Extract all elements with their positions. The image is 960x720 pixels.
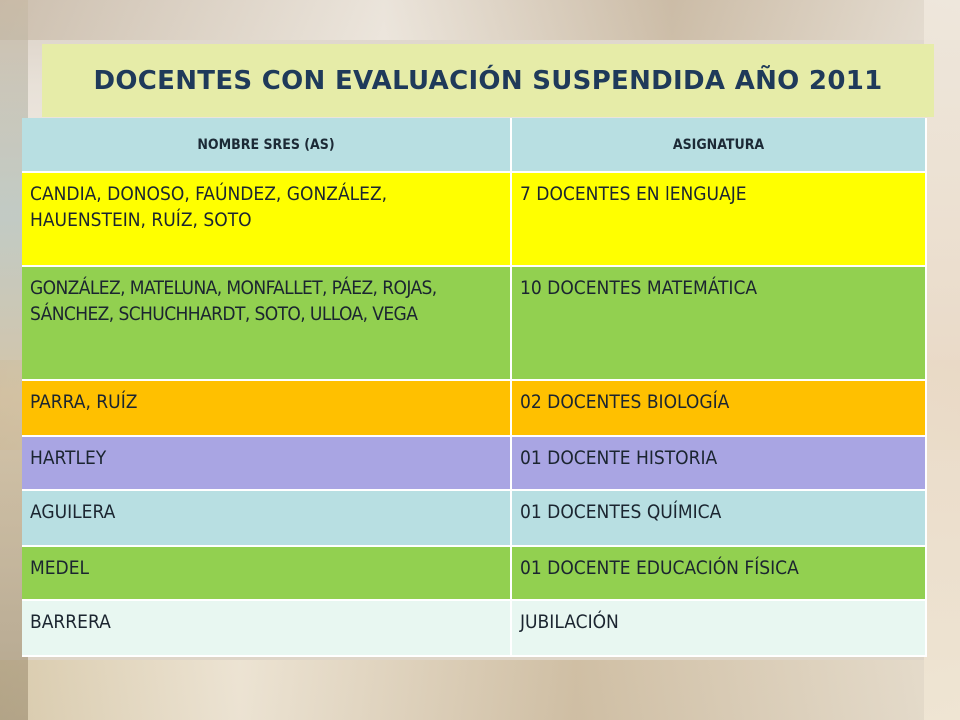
cell-asignatura: 01 DOCENTE EDUCACIÓN FÍSICA [511, 546, 926, 600]
cell-asignatura: 02 DOCENTES BIOLOGÍA [511, 380, 926, 436]
cell-nombres: MEDEL [22, 546, 511, 600]
table-row [22, 546, 926, 600]
cell-nombres: GONZÁLEZ, MATELUNA, MONFALLET, PÁEZ, ROJAS, SÁNCHEZ, SCHUCHHARDT, SOTO, ULLOA, VEGA [22, 266, 511, 380]
table-header-row [22, 118, 926, 172]
slide-title: DOCENTES CON EVALUACIÓN SUSPENDIDA AÑO 2011 [93, 65, 883, 96]
cell-nombres: HARTLEY [22, 436, 511, 490]
cell-asignatura: 10 DOCENTES MATEMÁTICA [511, 266, 926, 380]
background-top [0, 0, 960, 40]
cell-nombres: BARRERA [22, 600, 511, 656]
cell-nombres: CANDIA, DONOSO, FAÚNDEZ, GONZÁLEZ, HAUENSTEIN, RUÍZ, SOTO [22, 172, 511, 266]
table-row [22, 600, 926, 656]
docentes-table [22, 118, 927, 657]
cell-asignatura: 7 DOCENTES EN lENGUAJE [511, 172, 926, 266]
cell-asignatura: JUBILACIÓN [511, 600, 926, 656]
table-row [22, 436, 926, 490]
background-bottom [0, 660, 960, 720]
header-nombre: NOMBRE SRES (AS) [22, 118, 511, 172]
cell-asignatura: 01 DOCENTES QUÍMICA [511, 490, 926, 546]
cell-nombres: AGUILERA [22, 490, 511, 546]
cell-nombres: PARRA, RUÍZ [22, 380, 511, 436]
header-asignatura: ASIGNATURA [511, 118, 926, 172]
table-row [22, 172, 926, 266]
cell-asignatura: 01 DOCENTE HISTORIA [511, 436, 926, 490]
table-row [22, 490, 926, 546]
slide-title-box [42, 44, 934, 117]
table-row [22, 380, 926, 436]
table-row [22, 266, 926, 380]
